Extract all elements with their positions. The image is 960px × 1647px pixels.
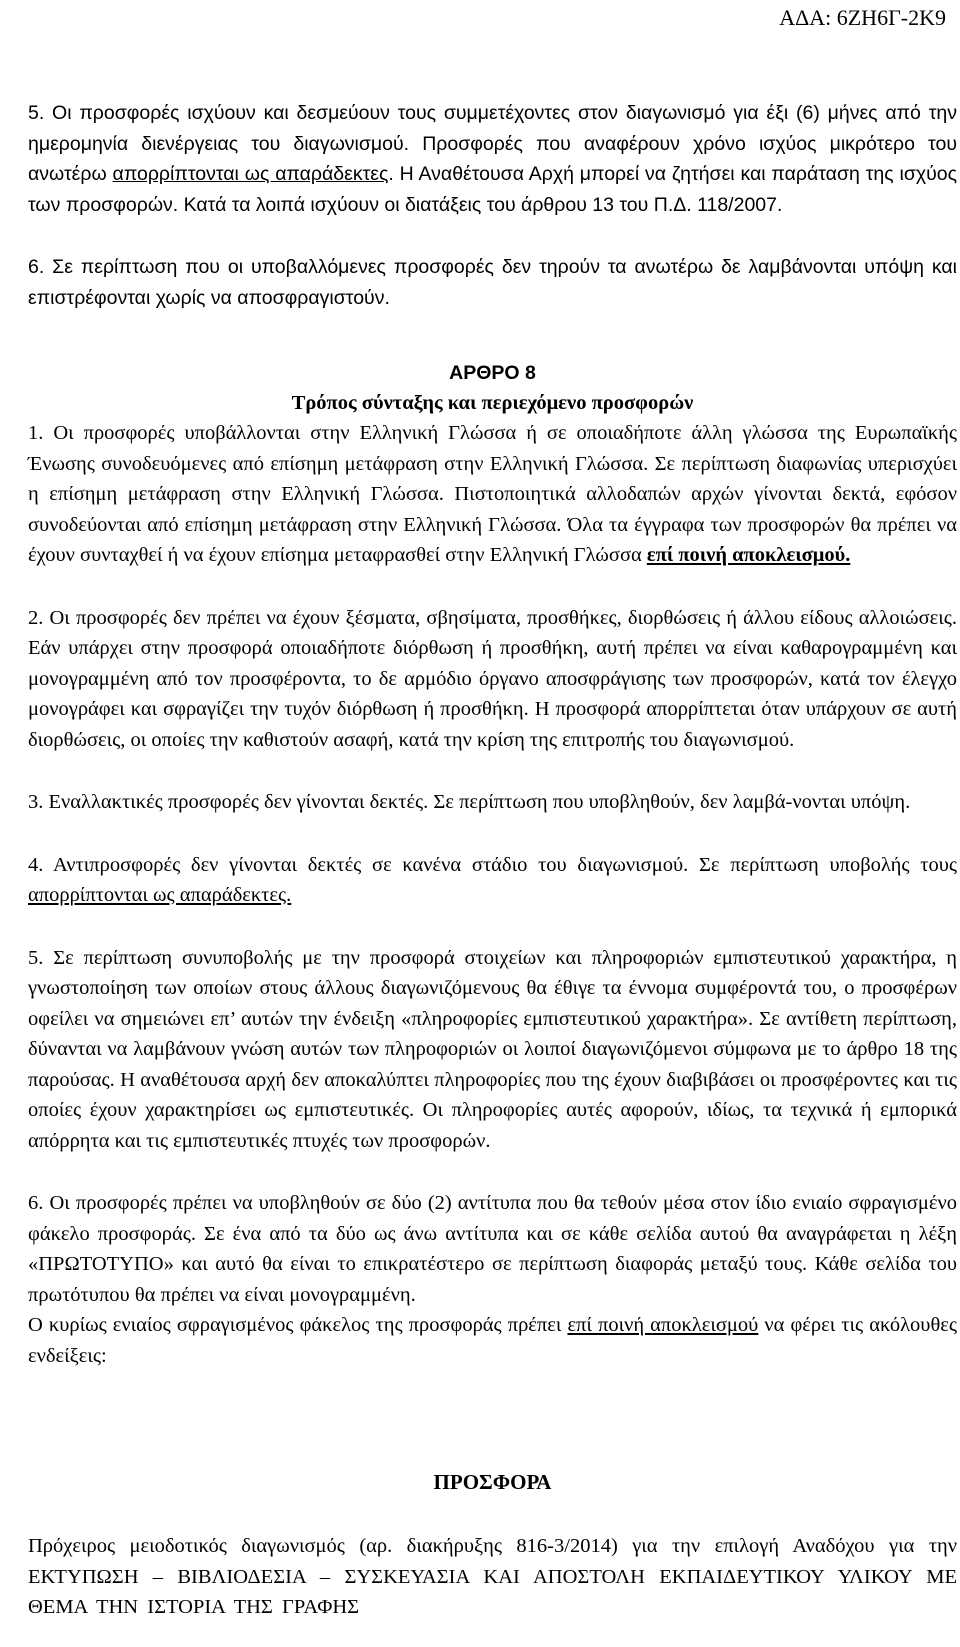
article-8-item-6: 6. Οι προσφορές πρέπει να υποβληθούν σε δύο (2) αντίτυπα που θα τεθούν μέσα στον ίδιο ενιαίο σφραγισμένο φάκελο προσφοράς. Σε ένα από τα δύο ως άνω αντίτυπα και σε κάθε σελίδα αυτού θα αναγράφεται η λέξη «ΠΡΩΤΟΤΥΠΟ» και αυτό θα είναι το επικρατέστερο σε περίπτωση διαφοράς μεταξύ τους. Κάθε σελίδα του πρωτότυπου θα πρέπει να είναι μονογραμμένη. (28, 1192, 957, 1306)
article-8-item-5: 5. Σε περίπτωση συνυποβολής με την προσφορά στοιχείων και πληροφοριών εμπιστευτικού χαρακτήρα, η γνωστοποίηση των οποίων στους άλλους διαγωνιζόμενους θα έθιγε τα έννομα συμφέροντά του, ο προσφέρων οφείλει να σημειώνει επ’ αυτών την ένδειξη «πληροφορίες εμπιστευτικού χαρακτήρα». Σε αντίθετη περίπτωση, δύνανται να λαμβάνουν γνώση αυτών των πληροφοριών οι λοιποί διαγωνιζόμενοι σύμφωνα με το άρθρο 18 της παρούσας. Η αναθέτουσα αρχή δεν αποκαλύπτει πληροφορίες που της έχουν διαβιβάσει οι προσφέροντες και τις οποίες έχουν χαρακτηρίσει ως εμπιστευτικές. Οι πληροφορίες αυτές αφορούν, ιδίως, τα τεχνικά ή εμπορικά απόρρητα και τις εμπιστευτικές πτυχές των προσφορών. (28, 946, 957, 1152)
article-8-item-4 (28, 850, 957, 911)
p5-text-a: 5. Οι προσφορές ισχύουν και δεσμεύουν τους συμμετέχοντες στον διαγωνισμό για έξι (6) μήνες από την ημερομηνία διενέργειας του διαγωνισμού. Προσφορές που αναφέρουν χρόνο ισχύος μικρότερο του ανωτέρω (28, 102, 957, 185)
article-8-item-1 (28, 418, 957, 571)
envelope-text-a: Ο κυρίως ενιαίος σφραγισμένος φάκελος της προσφοράς πρέπει (28, 1314, 568, 1336)
offer-title: ΠΡΟΣΦΟΡΑ (433, 1470, 552, 1494)
p5-text-b: . Η Αναθέτουσα Αρχή μπορεί να ζητήσει και παράταση της ισχύος των προσφορών. Κατά τα λοιπά ισχύουν οι διατάξεις του άρθρου 13 του Π.Δ. 118/2007. (28, 163, 957, 216)
item1-penalty: επί ποινή αποκλεισμού. (646, 544, 851, 566)
article-8-item-2: 2. Οι προσφορές δεν πρέπει να έχουν ξέσματα, σβησίματα, προσθήκες, διορθώσεις ή άλλου είδους αλλοιώσεις. Εάν υπάρχει στην προσφορά οποιαδήποτε διόρθωση ή προσθήκη, αυτή πρέπει να είναι καθαρογραμμένη και μονογραμμένη από τον προσφέροντα, το δε αρμόδιο όργανο αποσφράγισης των προσφορών, κατά τον έλεγχο μονογράφει και σφραγίζει την τυχόν διόρθωση ή προσθήκη. Η προσφορά απορρίπτεται όταν υπάρχουν σε αυτή διορθώσεις, οι οποίες την καθιστούν ασαφή, κατά την κρίση της επιτροπής του διαγωνισμού. (28, 606, 957, 751)
item1-text: 1. Οι προσφορές υποβάλλονται στην Ελληνική Γλώσσα ή σε οποιαδήποτε άλλη γλώσσα της Ευρωπαϊκής Ένωσης συνοδευόμενες από επίσημη μετάφραση στην Ελληνική Γλώσσα. Σε περίπτωση διαφωνίας υπερισχύει η επίσημη μετάφραση στην Ελληνική Γλώσσα. Πιστοποιητικά αλλοδαπών αρχών γίνονται δεκτά, εφόσον συνοδεύονται από επίσημη μετάφραση στην Ελληνική Γλώσσα. Όλα τα έγγραφα των προσφορών θα πρέπει να έχουν συνταχθεί ή να έχουν επίσημα μεταφρασθεί στην Ελληνική Γλώσσα (28, 422, 957, 566)
p5-underlined: απορρίπτονται ως απαράδεκτες (112, 163, 389, 185)
paragraph-5 (28, 98, 957, 220)
item4-underlined: απορρίπτονται ως απαράδεκτες. (28, 884, 292, 906)
envelope-underlined: επί ποινή αποκλεισμού (567, 1314, 759, 1336)
article-8-title: ΑΡΘΡΟ 8 (449, 362, 536, 384)
envelope-text-b: να φέρει τις ακόλουθες ενδείξεις: (28, 1314, 957, 1367)
ada-code: ΑΔΑ: 6ΖΗ6Γ-2Κ9 (779, 5, 946, 30)
article-8-item-3: 3. Εναλλακτικές προσφορές δεν γίνονται δεκτές. Σε περίπτωση που υποβληθούν, δεν λαμβά-νονται υπόψη. (28, 791, 911, 813)
document-body (28, 98, 957, 1623)
envelope-instructions (28, 1310, 957, 1371)
item4-text: 4. Αντιπροσφορές δεν γίνονται δεκτές σε κανένα στάδιο του διαγωνισμού. Σε περίπτωση υποβολής τους (28, 853, 957, 876)
article-8-subtitle: Τρόπος σύνταξης και περιεχόμενο προσφορών (291, 392, 694, 414)
offer-body: Πρόχειρος μειοδοτικός διαγωνισμός (αρ. διακήρυξης 816-3/2014) για την επιλογή Αναδόχου για την ΕΚΤΥΠΩΣΗ – ΒΙΒΛΙΟΔΕΣΙΑ – ΣΥΣΚΕΥΑΣΙΑ ΚΑΙ ΑΠΟΣΤΟΛΗ ΕΚΠΑΙΔΕΥΤΙΚΟΥ ΥΛΙΚΟΥ ΜΕ ΘΕΜΑ ΤΗΝ ΙΣΤΟΡΙΑ ΤΗΣ ΓΡΑΦΗΣ (28, 1535, 957, 1618)
paragraph-6: 6. Σε περίπτωση που οι υποβαλλόμενες προσφορές δεν τηρούν τα ανωτέρω δε λαμβάνονται υπόψη και επιστρέφονται χωρίς να αποσφραγιστούν. (28, 256, 957, 309)
